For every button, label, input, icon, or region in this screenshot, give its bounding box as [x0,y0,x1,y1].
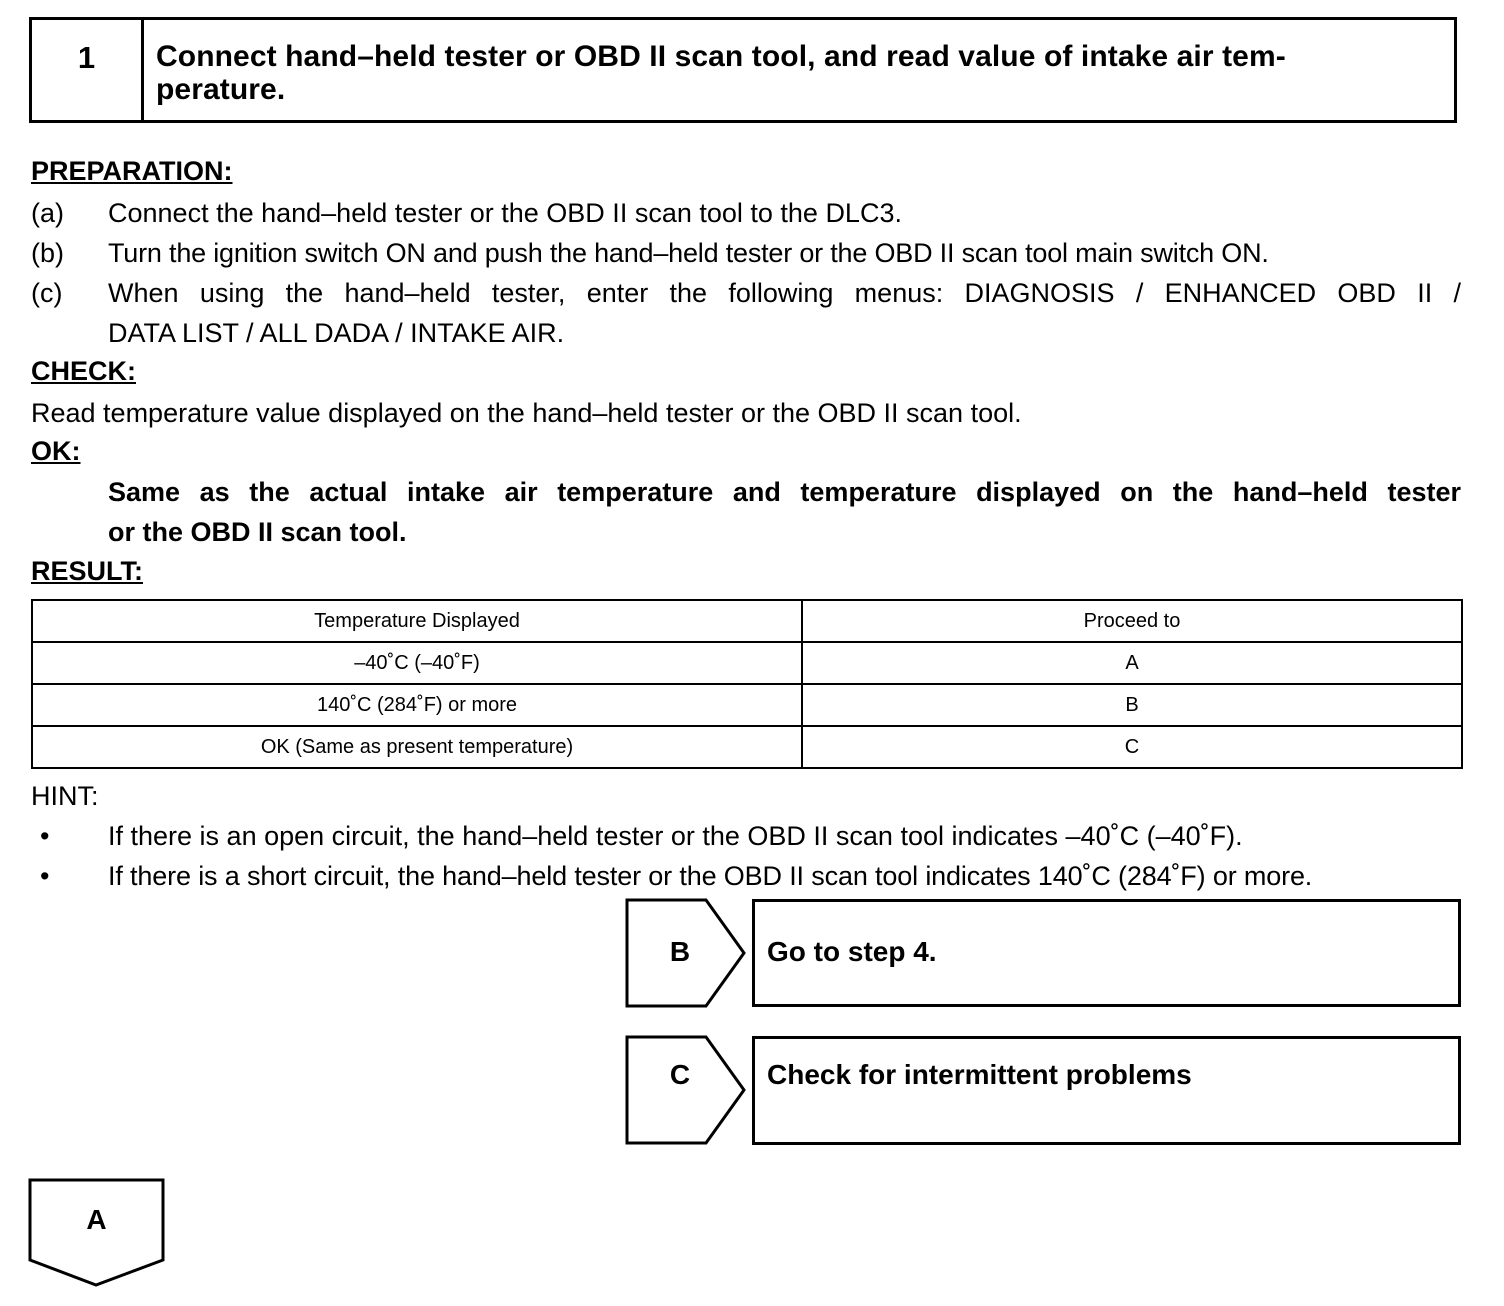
table-cell: 140˚C (284˚F) or more [32,684,802,726]
ok-text-line1: Same as the actual intake air temperature and temperature displayed on the hand–held tester [108,477,1461,507]
result-heading: RESULT: [31,556,143,586]
check-text: Read temperature value displayed on the hand–held tester or the OBD II scan tool. [31,398,1022,428]
hint-bullet: If there is a short circuit, the hand–held tester or the OBD II scan tool indicates 140˚C (284˚F) or more. [108,861,1313,891]
flow-action-c [752,1036,1461,1145]
ok-text-line2: or the OBD II scan tool. [108,517,407,547]
step-title-line: perature. [156,73,286,106]
table-header-cell: Temperature Displayed [32,600,802,642]
ok-heading: OK: [31,436,81,466]
bullet-icon: • [40,861,50,891]
table-cell: A [802,642,1462,684]
flow-tag-a: A [86,1204,107,1235]
prep-text-a: Connect the hand–held tester or the OBD II scan tool to the DLC3. [108,198,902,228]
flow-action-b-text: Go to step 4. [767,936,937,967]
table-cell: B [802,684,1462,726]
flow-tag-b: B [669,936,691,967]
table-cell: C [802,726,1462,768]
hint-heading: HINT: [31,781,99,811]
step-title-line: Connect hand–held tester or OBD II scan tool, and read value of intake air tem- [156,40,1286,73]
prep-label-c: (c) [31,278,63,308]
prep-label-b: (b) [31,238,64,268]
prep-text-b: Turn the ignition switch ON and push the hand–held tester or the OBD II scan tool main switch ON. [108,238,1269,268]
prep-label-a: (a) [31,198,64,228]
table-cell: –40˚C (–40˚F) [32,642,802,684]
flow-tag-c: C [669,1059,691,1090]
flow-action-b [752,899,1461,1007]
preparation-heading: PREPARATION: [31,156,233,186]
prep-text-c-line1: When using the hand–held tester, enter the following menus: DIAGNOSIS / ENHANCED OBD II / [108,278,1461,308]
hint-bullet: If there is an open circuit, the hand–held tester or the OBD II scan tool indicates –40˚C (–40˚F). [108,821,1243,851]
flow-action-c-text: Check for intermittent problems [767,1059,1192,1090]
table-cell: OK (Same as present temperature) [32,726,802,768]
table-header-cell: Proceed to [802,600,1462,642]
step-number: 1 [32,20,144,120]
prep-text-c-line2: DATA LIST / ALL DADA / INTAKE AIR. [108,318,565,348]
bullet-icon: • [40,821,50,851]
check-heading: CHECK: [31,356,136,386]
